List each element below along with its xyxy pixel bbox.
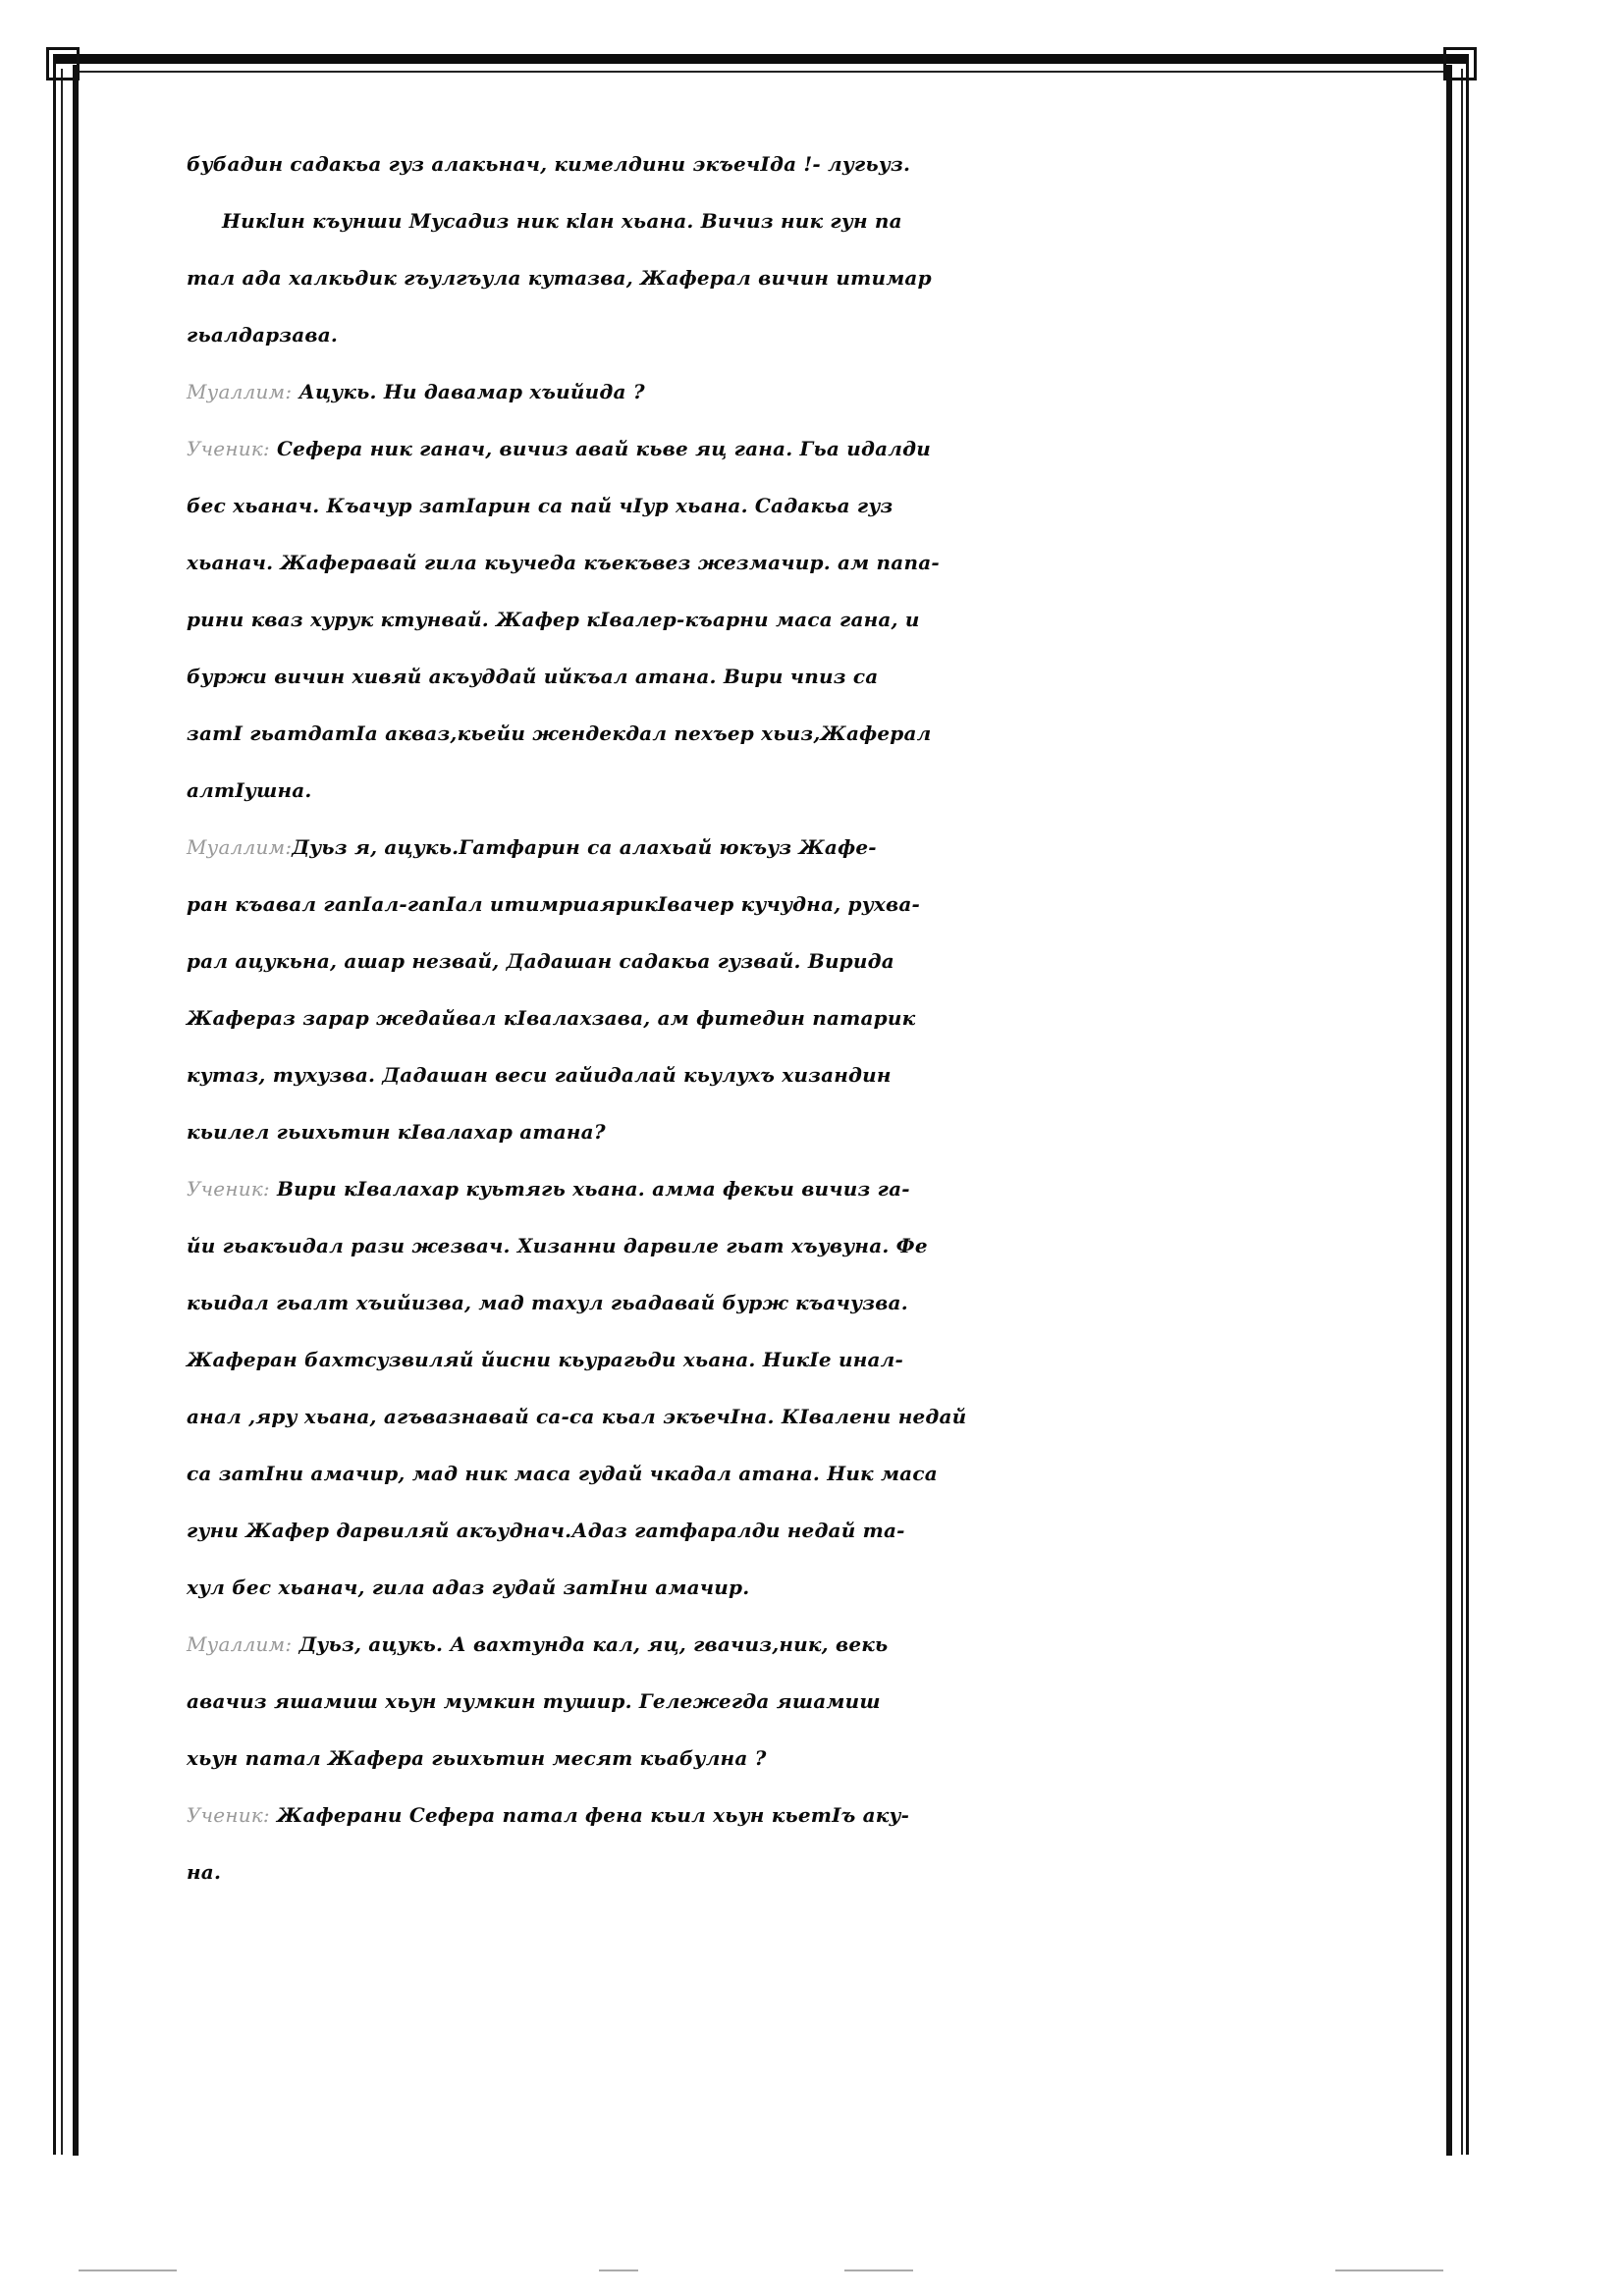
scan-artifact-line — [599, 2269, 638, 2271]
dialogue-line: Ученик: Жаферани Сефера патал фена кьил хьун кьетIъ аку- — [187, 1803, 910, 1827]
text-line: анал ,яру хьана, агъвазнавай са-са кьал экъечIна. КIвалени недай — [187, 1405, 967, 1428]
text-line: хул бес хьанач, гила адаз гудай затIни амачир. — [187, 1575, 750, 1599]
text-line: йи гьакъидал рази жезвач. Хизанни дарвиле гьат хъувуна. Фе — [187, 1234, 928, 1257]
speaker-label: Ученик: — [187, 1803, 270, 1827]
text-line: Жафераз зарар жедайвал кIвалахзава, ам фитедин патарик — [187, 1006, 916, 1030]
scan-artifact-line — [79, 2269, 177, 2271]
text-line: рини кваз хурук ктунвай. Жафер кIвалер-къарни маса гана, и — [187, 608, 920, 631]
text-line: гьалдарзава. — [187, 323, 339, 347]
document-body — [187, 135, 1483, 1900]
text-line: бубадин садакьа гуз алакьнач, кимелдини экъечIда !- лугьуз. — [187, 152, 911, 176]
speaker-label: Муаллим: — [187, 380, 293, 403]
page-frame-top-inner-line — [79, 71, 1446, 73]
text-line: на. — [187, 1860, 222, 1884]
text-line: кутаз, тухузва. Дадашан веси гайидалай кьулухъ хизандин — [187, 1063, 892, 1087]
text-line: кьилел гьихьтин кIвалахар атана? — [187, 1120, 606, 1144]
text-line: Никlин къунши Мусадиз ник кlан хьана. Вичиз ник гун па — [222, 209, 902, 233]
text-line: Жаферан бахтсузвиляй йисни кьурагьди хьана. НикIе инал- — [187, 1348, 903, 1371]
text-line: буржи вичин хивяй акъуддай ийкъал атана. Вири чпиз са — [187, 665, 879, 688]
dialogue-line: Муаллим: Ацукь. Ни давамар хъийида ? — [187, 380, 645, 403]
text-line: бес хьанач. Къачур затIарин са пай чIур хьана. Садакьа гуз — [187, 494, 893, 517]
text-line: рал ацукьна, ашар незвай, Дадашан садакьа гузвай. Вирида — [187, 949, 894, 973]
scan-artifact-line — [1335, 2269, 1443, 2271]
page-frame-left-bar — [73, 65, 79, 2156]
text-line: хьун патал Жафера гьихьтин месят кьабулна ? — [187, 1746, 767, 1770]
dialogue-line: Муаллим:Дуьз я, ацукь.Гатфарин са алахьай юкъуз Жафе- — [187, 835, 877, 859]
text-line: тал ада халкьдик гъулгъула кутазва, Жаферал вичин итимар — [187, 266, 932, 290]
text-line: са затIни амачир, мад ник маса гудай чкадал атана. Ник маса — [187, 1462, 938, 1485]
speaker-label: Ученик: — [187, 437, 270, 460]
scan-artifact-line — [844, 2269, 913, 2271]
text-line: кьидал гьалт хъийизва, мад тахул гьадавай бурж къачузва. — [187, 1291, 908, 1314]
text-line: гуни Жафер дарвиляй акъуднач.Адаз гатфаралди недай та- — [187, 1519, 905, 1542]
speaker-label: Ученик: — [187, 1177, 270, 1201]
frame-corner-ornament-right — [1443, 47, 1477, 80]
text-line: авачиз яшамиш хьун мумкин тушир. Гележегда яшамиш — [187, 1689, 881, 1713]
frame-corner-ornament-left — [46, 47, 80, 80]
speaker-label: Муаллим: — [187, 1632, 293, 1656]
text-line: ран къавал гапIал-гапIал итимриаярикIвачер кучудна, рухва- — [187, 892, 921, 916]
dialogue-line: Ученик: Вири кIвалахар куьтягь хьана. амма фекьи вичиз га- — [187, 1177, 910, 1201]
text-line: алтIушна. — [187, 778, 312, 802]
speaker-label: Муаллим: — [187, 835, 293, 859]
text-line: хьанач. Жаферавай гила кьучеда къекъвез жезмачир. ам папа- — [187, 551, 940, 574]
text-line: затI гьатдатIа акваз,кьейи жендекдал пехъер хьиз,Жаферал — [187, 721, 932, 745]
page-frame-left-line — [61, 69, 63, 2155]
dialogue-line: Ученик: Сефера ник ганач, вичиз авай кьве яц гана. Гьа идалди — [187, 437, 931, 460]
dialogue-line: Муаллим: Дуьз, ацукь. А вахтунда кал, яц, гвачиз,ник, векь — [187, 1632, 889, 1656]
